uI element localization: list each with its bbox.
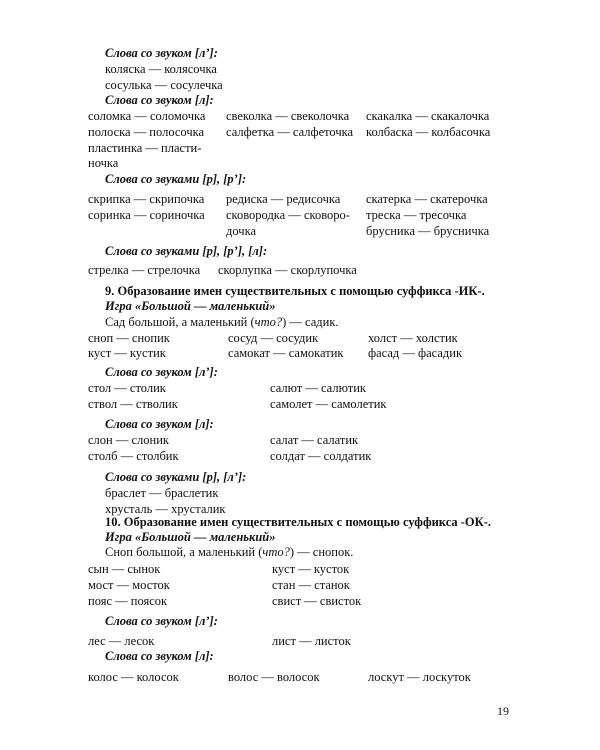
word-pair: браслет — браслетик	[105, 486, 219, 500]
heading-l-soft: Слова со звуком [л’]:	[105, 614, 218, 628]
word-pair: лес — лесок	[88, 634, 155, 648]
word-pair: волос — волосок	[228, 670, 320, 684]
word-pair: мост — мосток	[88, 578, 170, 592]
word-pair: скакалка — скакалочка	[366, 109, 490, 123]
heading-l-soft: Слова со звуком [л’]:	[105, 46, 218, 60]
word-pair: колос — колосок	[88, 670, 179, 684]
word-pair: скорлупка — скорлупочка	[218, 263, 357, 277]
word-pair: ночка	[88, 156, 119, 170]
section-10-example: Сноп большой, а маленький (что?) — снопок.	[105, 545, 354, 559]
word-pair: пояс — поясок	[88, 594, 168, 608]
word-pair: сосулька — сосулечка	[105, 78, 223, 92]
word-pair: салат — салатик	[270, 433, 359, 447]
heading-r-rsoft-l: Слова со звуками [р], [р’], [л]:	[105, 244, 268, 258]
word-pair: солдат — солдатик	[270, 449, 372, 463]
word-pair: полоска — полосочка	[88, 125, 205, 139]
word-pair: редиска — редисочка	[226, 192, 341, 206]
word-pair: лист — листок	[272, 634, 351, 648]
word-pair: колбаска — колбасочка	[366, 125, 491, 139]
word-pair: соринка — сориночка	[88, 208, 205, 222]
word-pair: свист — свисток	[272, 594, 362, 608]
word-pair: самолет — самолетик	[270, 397, 387, 411]
section-9-game: Игра «Большой — маленький»	[105, 299, 276, 313]
heading-r-rsoft: Слова со звуками [р], [р’]:	[105, 172, 247, 186]
word-pair: слон — слоник	[88, 433, 169, 447]
heading-l-hard: Слова со звуком [л]:	[105, 417, 214, 431]
word-pair: сноп — снопик	[88, 331, 170, 345]
word-pair: коляска — колясочка	[105, 62, 217, 76]
word-pair: салют — салютик	[270, 381, 366, 395]
section-9-title: 9. Образование имен существительных с помощью суффикса -ИК-.	[105, 284, 485, 298]
word-pair: скрипка — скрипочка	[88, 192, 205, 206]
word-pair: треска — тресочка	[366, 208, 467, 222]
word-pair: стрелка — стрелочка	[88, 263, 201, 277]
word-pair: куст — кусток	[272, 562, 350, 576]
word-pair: стол — столик	[88, 381, 166, 395]
word-pair: самокат — самокатик	[228, 346, 344, 360]
section-9-example: Сад большой, а маленький (что?) — садик.	[105, 315, 339, 329]
word-pair: сын — сынок	[88, 562, 161, 576]
heading-l-hard: Слова со звуком [л]:	[105, 93, 214, 107]
word-pair: фасад — фасадик	[368, 346, 463, 360]
word-pair: куст — кустик	[88, 346, 166, 360]
section-10-title: 10. Образование имен существительных с помощью суффикса -ОК-.	[105, 515, 492, 529]
word-pair: свеколка — свеколочка	[226, 109, 350, 123]
word-pair: соломка — соломочка	[88, 109, 206, 123]
word-pair: стан — станок	[272, 578, 350, 592]
page-number: 19	[497, 704, 509, 718]
word-pair: сковородка — сковоро-	[226, 208, 350, 222]
word-pair: брусника — брусничка	[366, 224, 490, 238]
word-pair: лоскут — лоскуток	[368, 670, 471, 684]
word-pair: ствол — стволик	[88, 397, 178, 411]
section-10-game: Игра «Большой — маленький»	[105, 530, 276, 544]
word-pair: пластинка — пласти-	[88, 141, 202, 155]
heading-r-lsoft: Слова со звуками [р], [л’]:	[105, 470, 247, 484]
word-pair: дочка	[226, 224, 257, 238]
word-pair: столб — столбик	[88, 449, 179, 463]
word-pair: холст — холстик	[368, 331, 458, 345]
word-pair: салфетка — салфеточка	[226, 125, 354, 139]
word-pair: хрусталь — хрусталик	[105, 502, 226, 516]
heading-l-hard: Слова со звуком [л]:	[105, 649, 214, 663]
word-pair: сосуд — сосудик	[228, 331, 319, 345]
heading-l-soft: Слова со звуком [л’]:	[105, 365, 218, 379]
word-pair: скатерка — скатерочка	[366, 192, 488, 206]
